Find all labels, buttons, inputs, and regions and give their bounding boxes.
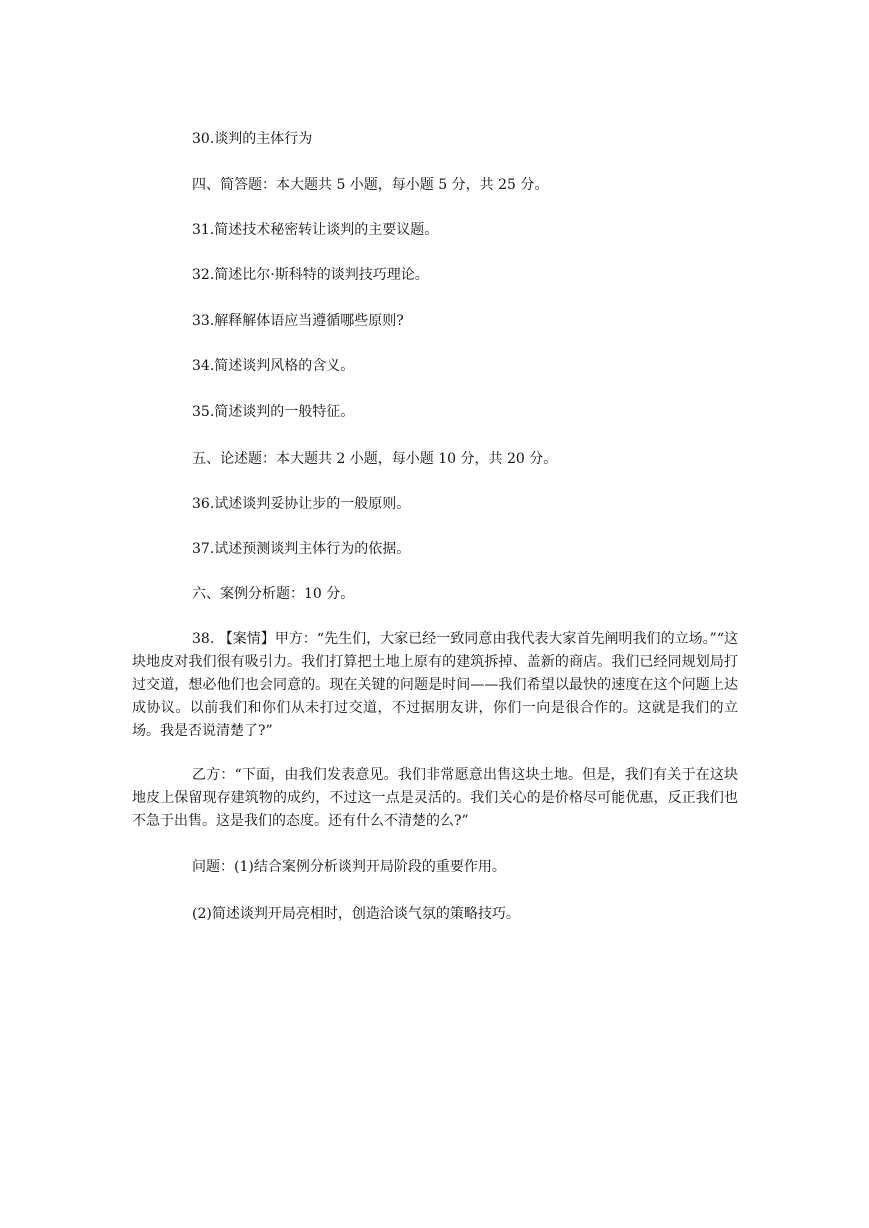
case-question-2: (2)简述谈判开局亮相时，创造洽谈气氛的策略技巧。 (192, 906, 520, 922)
question-36: 36.试述谈判妥协让步的一般原则。 (192, 496, 411, 512)
question-35: 35.简述谈判的一般特征。 (192, 404, 355, 420)
question-33: 33.解释解体语应当遵循哪些原则? (192, 313, 404, 329)
case-paragraph-party-b: 乙方：“下面，由我们发表意见。我们非常愿意出售这块土地。但是，我们有关于在这块地皮上保留现存建筑物的成约，不过这一点是灵活的。我们关心的是价格尽可能优惠，反正我们也不急于出售。这是我们的态度。还有什么不清楚的么?” (132, 767, 738, 829)
section-5-heading: 五、论述题：本大题共 2 小题，每小题 10 分，共 20 分。 (192, 451, 558, 467)
question-30: 30.谈判的主体行为 (192, 131, 313, 147)
section-6-heading: 六、案例分析题：10 分。 (192, 586, 355, 602)
case-question-1: 问题：(1)结合案例分析谈判开局阶段的重要作用。 (192, 859, 506, 875)
case-paragraph-party-a: 38. 【案情】甲方：“先生们，大家已经一致同意由我代表大家首先阐明我们的立场。”“这块地皮对我们很有吸引力。我们打算把土地上原有的建筑拆掉、盖新的商店。我们已经同规划局打过交道，想必他们也会同意的。现在关键的问题是时间——我们希望以最快的速度在这个问题上达成协议。以前我们和你们从未打过交道，不过据朋友讲，你们一向是很合作的。这就是我们的立场。我是否说清楚了?” (132, 631, 738, 739)
question-37: 37.试述预测谈判主体行为的依据。 (192, 541, 411, 557)
section-4-heading: 四、简答题：本大题共 5 小题，每小题 5 分，共 25 分。 (192, 177, 549, 193)
question-32: 32.简述比尔·斯科特的谈判技巧理论。 (192, 267, 429, 283)
question-31: 31.简述技术秘密转让谈判的主要议题。 (192, 222, 439, 238)
question-34: 34.简述谈判风格的含义。 (192, 358, 355, 374)
